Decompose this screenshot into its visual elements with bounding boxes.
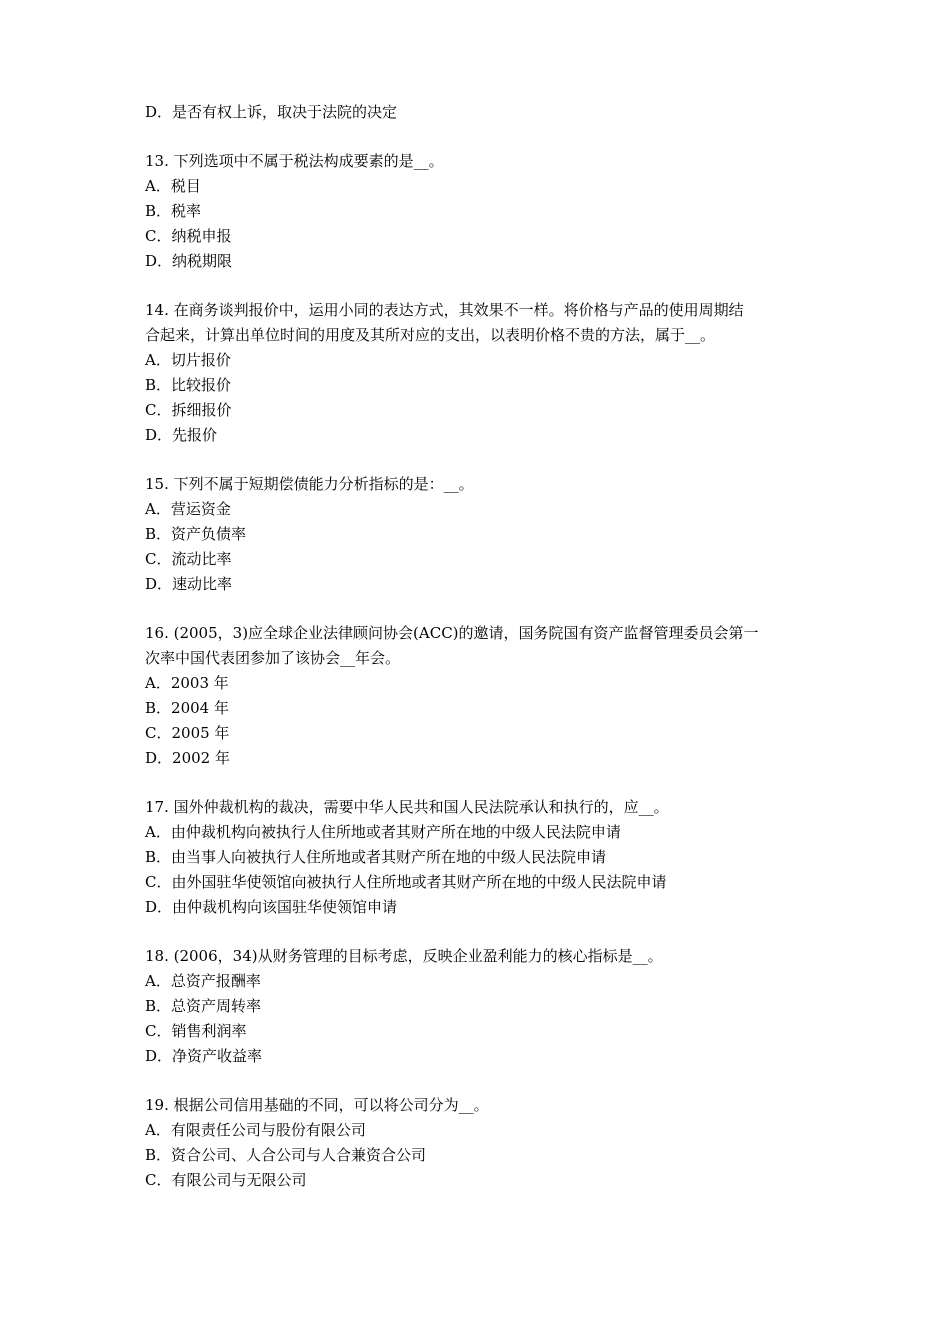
question-stem: 19. 根据公司信用基础的不同，可以将公司分为__。 [145, 1096, 489, 1114]
question-19 [145, 1093, 815, 1193]
question-stem-line-2: 次率中国代表团参加了该协会__年会。 [145, 649, 401, 667]
option-b: B．资合公司、人合公司与人合兼资合公司 [145, 1146, 427, 1164]
option-c: C．有限公司与无限公司 [145, 1171, 307, 1189]
option-d: D．速动比率 [145, 575, 233, 593]
option-c: C．纳税申报 [145, 227, 232, 245]
option-c: C．销售利润率 [145, 1022, 247, 1040]
option-a: A．税目 [145, 177, 201, 195]
question-stem: 17. 国外仲裁机构的裁决，需要中华人民共和国人民法院承认和执行的，应__。 [145, 798, 669, 816]
question-15 [145, 472, 815, 597]
question-stem: 13. 下列选项中不属于税法构成要素的是__。 [145, 152, 444, 170]
option-d: D．先报价 [145, 426, 218, 444]
option-b: B．由当事人向被执行人住所地或者其财产所在地的中级人民法院申请 [145, 848, 607, 866]
question-13 [145, 149, 815, 274]
question-stem-line-1: 16. (2005，3)应全球企业法律顾问协会(ACC)的邀请，国务院国有资产监督管理委员会第一 [145, 624, 759, 642]
spacer [145, 597, 815, 621]
question-stem-line-1: 14. 在商务谈判报价中，运用小同的表达方式，其效果不一样。将价格与产品的使用周期结 [145, 301, 744, 319]
option-c: C．流动比率 [145, 550, 232, 568]
option-d: D．由仲裁机构向该国驻华使领馆申请 [145, 898, 398, 916]
option-b: B．2004 年 [145, 699, 229, 717]
option-b: B．比较报价 [145, 376, 232, 394]
option-d: D．纳税期限 [145, 252, 233, 270]
option-d-previous: D．是否有权上诉，取决于法院的决定 [145, 103, 398, 121]
question-14 [145, 298, 815, 448]
question-18 [145, 944, 815, 1069]
spacer [145, 920, 815, 944]
question-16 [145, 621, 815, 771]
option-a: A．有限责任公司与股份有限公司 [145, 1121, 366, 1139]
option-c: C．拆细报价 [145, 401, 232, 419]
option-b: B．总资产周转率 [145, 997, 262, 1015]
option-a: A．总资产报酬率 [145, 972, 261, 990]
spacer [145, 771, 815, 795]
option-d: D．净资产收益率 [145, 1047, 263, 1065]
question-stem-line-2: 合起来，计算出单位时间的用度及其所对应的支出，以表明价格不贵的方法，属于__。 [145, 326, 716, 344]
page-content [145, 100, 815, 1193]
question-stem: 18. (2006，34)从财务管理的目标考虑，反映企业盈利能力的核心指标是__。 [145, 947, 663, 965]
option-a: A．由仲裁机构向被执行人住所地或者其财产所在地的中级人民法院申请 [145, 823, 621, 841]
option-b: B．资产负债率 [145, 525, 247, 543]
option-b: B．税率 [145, 202, 202, 220]
option-a: A．2003 年 [145, 674, 229, 692]
option-a: A．切片报价 [145, 351, 231, 369]
spacer [145, 274, 815, 298]
option-d: D．2002 年 [145, 749, 230, 767]
option-c: C．由外国驻华使领馆向被执行人住所地或者其财产所在地的中级人民法院申请 [145, 873, 667, 891]
option-a: A．营运资金 [145, 500, 231, 518]
question-stem: 15. 下列不属于短期偿债能力分析指标的是：__。 [145, 475, 474, 493]
option-c: C．2005 年 [145, 724, 230, 742]
spacer [145, 448, 815, 472]
question-17 [145, 795, 815, 920]
spacer [145, 125, 815, 149]
spacer [145, 1069, 815, 1093]
